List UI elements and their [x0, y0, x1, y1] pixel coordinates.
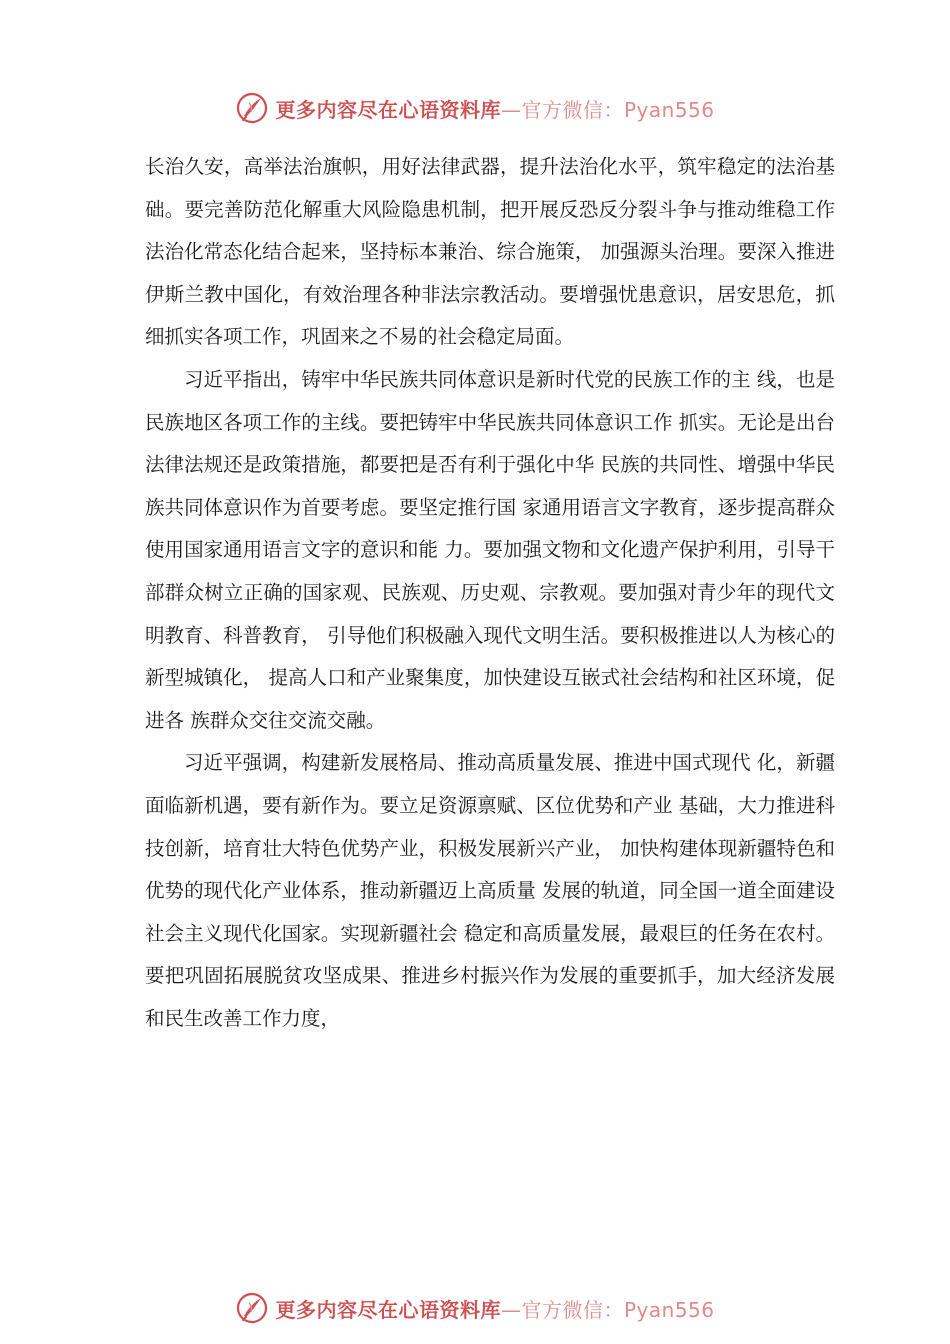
footer-banner: [0, 1290, 950, 1326]
banner-separator: —: [500, 97, 522, 122]
header-banner: [0, 90, 950, 126]
quill-pen-seal-icon: [235, 91, 269, 125]
banner-main-text: 更多内容尽在心语资料库: [275, 97, 501, 122]
banner-main-text: 更多内容尽在心语资料库: [275, 1297, 501, 1322]
quill-pen-seal-icon: [235, 1291, 269, 1325]
paragraph-1: 长治久安，高举法治旗帜，用好法律武器，提升法治化水平，筑牢稳定的法治基础。要完善防范化解重大风险隐患机制，把开展反恐反分裂斗争与推动维稳工作法治化常态化结合起来，坚持标本兼治、综合施策， 加强源头治理。要深入推进伊斯兰教中国化，有效治理各种非法宗教活动。要增强忧患意识，居安思危，抓细抓实各项工作，巩固来之不易的社会稳定局面。: [145, 155, 835, 349]
paragraph-3: 习近平强调，构建新发展格局、推动高质量发展、推进中国式现代 化，新疆面临新机遇，要有新作为。要立足资源禀赋、区位优势和产业 基础，大力推进科技创新，培育壮大特色优势产业，积极发展新兴产业， 加快构建体现新疆特色和优势的现代化产业体系，推动新疆迈上高质量 发展的轨道，同全国一道全面建设社会主义现代化国家。实现新疆社会 稳定和高质量发展，最艰巨的任务在农村。要把巩固拓展脱贫攻坚成果、推进乡村振兴作为发展的重要抓手，加大经济发展和民生改善工作力度，: [145, 751, 835, 1030]
banner-text: [275, 94, 714, 123]
document-body: [145, 146, 835, 1040]
banner-text: [275, 1294, 714, 1323]
paragraph-2: 习近平指出，铸牢中华民族共同体意识是新时代党的民族工作的主 线，也是民族地区各项工作的主线。要把铸牢中华民族共同体意识工作 抓实。无论是出台法律法规还是政策措施，都要把是否有利于强化中华 民族的共同性、增强中华民族共同体意识作为首要考虑。要坚定推行国 家通用语言文字教育，逐步提高群众使用国家通用语言文字的意识和能 力。要加强文物和文化遗产保护利用，引导干部群众树立正确的国家观、民族观、历史观、宗教观。要加强对青少年的现代文明教育、科普教育， 引导他们积极融入现代文明生活。要积极推进以人为核心的新型城镇化， 提高人口和产业聚集度，加快建设互嵌式社会结构和社区环境，促进各 族群众交往交流交融。: [145, 367, 835, 732]
banner-account: Pyan556: [623, 97, 715, 122]
banner-official-text: 官方微信：: [521, 97, 624, 122]
banner-official-text: 官方微信：: [521, 1297, 624, 1322]
banner-separator: —: [500, 1297, 522, 1322]
banner-account: Pyan556: [623, 1297, 715, 1322]
